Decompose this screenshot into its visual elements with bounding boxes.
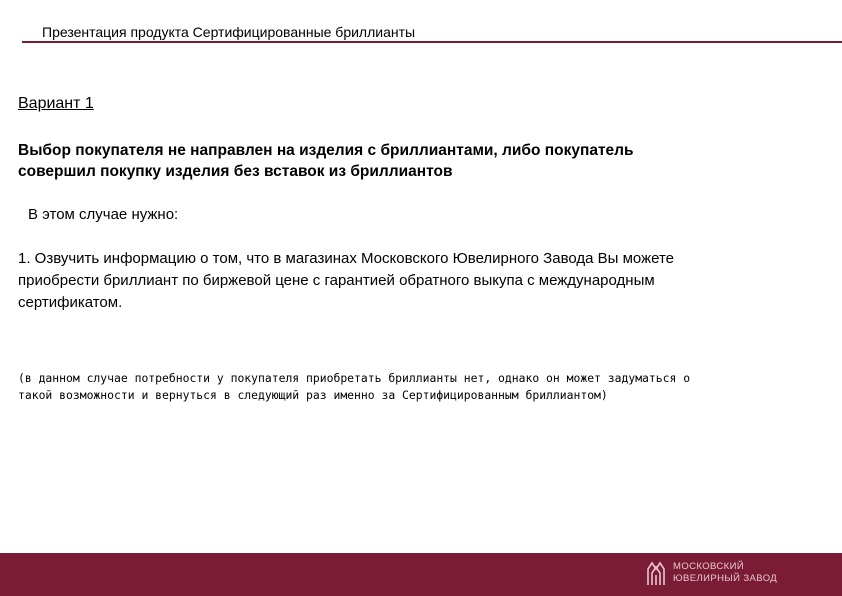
step-line: приобрести бриллиант по биржевой цене с гарантией обратного выкупа с международным xyxy=(18,272,655,289)
header-divider xyxy=(22,41,842,43)
note-line: такой возможности и вернуться в следующий раз именно за Сертифицированным бриллиантом) xyxy=(18,388,608,402)
slide-title: Презентация продукта Сертифицированные бриллианты xyxy=(42,24,416,40)
lead-line: Выбор покупателя не направлен на изделия с бриллиантами, либо покупатель xyxy=(18,142,634,159)
lead-paragraph xyxy=(18,140,818,182)
step-line: 1. Озвучить информацию о том, что в магазинах Московского Ювелирного Завода Вы можете xyxy=(18,250,675,267)
logo-wordmark xyxy=(673,561,777,585)
company-logo xyxy=(645,559,777,587)
step-paragraph xyxy=(18,248,828,314)
note-paragraph xyxy=(18,370,818,404)
lead-line: совершил покупку изделия без вставок из бриллиантов xyxy=(18,163,453,180)
case-label: В этом случае нужно: xyxy=(28,206,179,223)
crown-icon xyxy=(645,559,667,587)
step-line: сертификатом. xyxy=(18,294,123,311)
note-line: (в данном случае потребности у покупателя приобретать бриллианты нет, однако он может задуматься о xyxy=(18,371,691,385)
logo-line: МОСКОВСКИЙ xyxy=(673,561,745,572)
logo-line: ЮВЕЛИРНЫЙ ЗАВОД xyxy=(673,573,778,584)
variant-heading: Вариант 1 xyxy=(18,95,94,112)
